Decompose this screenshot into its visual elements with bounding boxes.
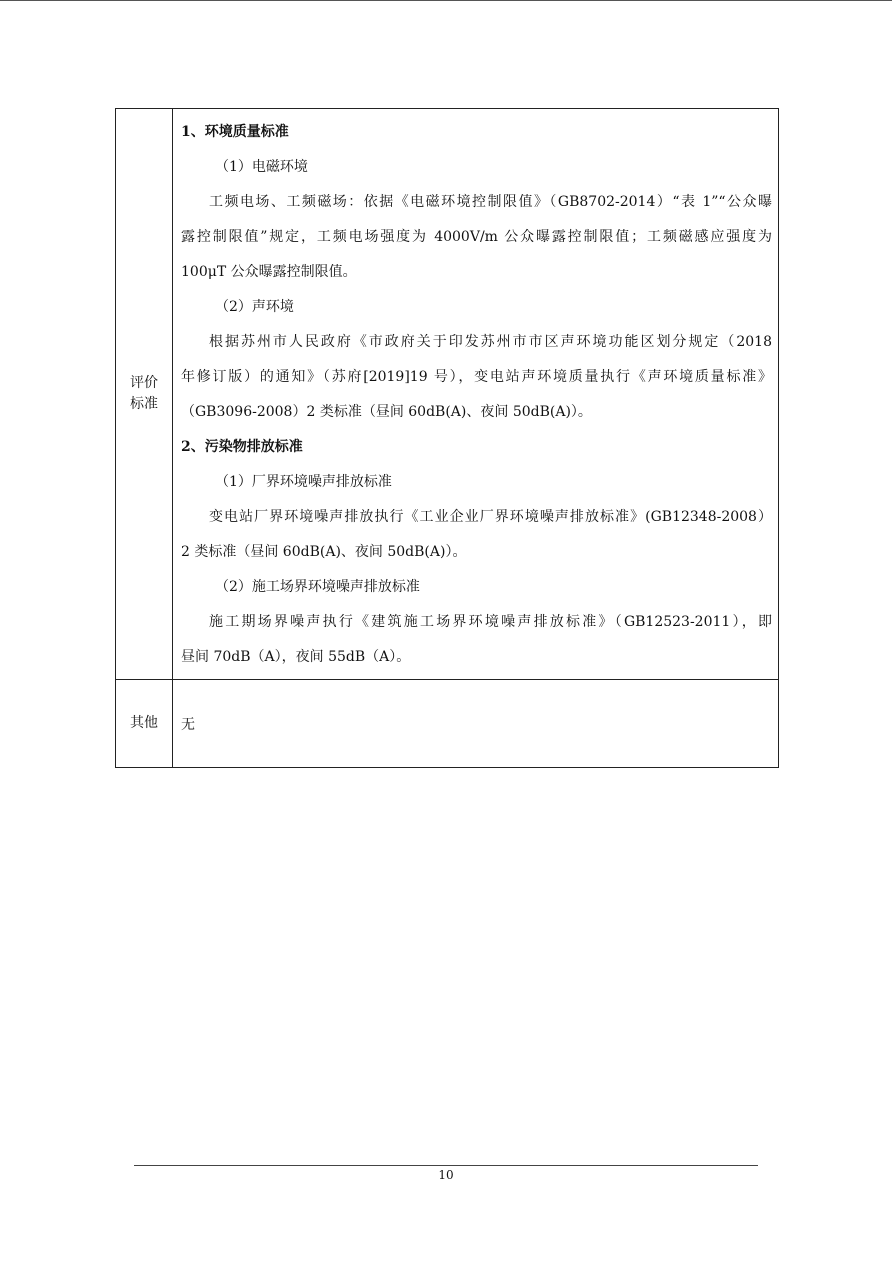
evaluation-standard-content [173, 109, 779, 680]
section1-p1-line1: 工频电场、工频磁场：依据《电磁环境控制限值》（GB8702-2014）“表 1”“公众曝 [209, 194, 772, 210]
section2-heading: 2、污染物排放标准 [181, 439, 303, 455]
section1-heading: 1、环境质量标准 [181, 124, 289, 140]
table-row-evaluation-standard [116, 109, 779, 680]
section1-p1-line3: 100μT 公众曝露控制限值。 [181, 264, 357, 280]
label-line-2: 标准 [130, 396, 158, 412]
section2-sub2-title: （2）施工场界环境噪声排放标准 [215, 579, 420, 595]
section1-p1-line2: 露控制限值”规定，工频电场强度为 4000V/m 公众曝露控制限值；工频磁感应强度为 [181, 229, 772, 245]
section2-p2-line1: 施工期场界噪声执行《建筑施工场界环境噪声排放标准》（GB12523-2011），即 [209, 614, 772, 630]
section2-p1-line2: 2 类标准（昼间 60dB(A)、夜间 50dB(A)）。 [181, 544, 467, 560]
table-row-other [116, 680, 779, 768]
standards-table [115, 108, 779, 768]
section2-p1-line1: 变电站厂界环境噪声排放执行《工业企业厂界环境噪声排放标准》(GB12348-2008） [209, 509, 772, 525]
label-line-1: 评价 [130, 375, 158, 391]
section2-p2-line2: 昼间 70dB（A），夜间 55dB（A）。 [181, 649, 411, 665]
section1-sub1-title: （1）电磁环境 [215, 159, 308, 175]
other-value: 无 [173, 680, 779, 768]
section1-p2-line2: 年修订版）的通知》（苏府[2019]19 号），变电站声环境质量执行《声环境质量标准》 [181, 369, 772, 385]
evaluation-standard-label [116, 109, 173, 680]
section1-sub2-title: （2）声环境 [215, 299, 294, 315]
footer-divider [134, 1165, 758, 1166]
section1-p2-line3: （GB3096-2008）2 类标准（昼间 60dB(A)、夜间 50dB(A)）。 [181, 404, 592, 420]
page-number: 10 [438, 1168, 454, 1182]
top-border-line [0, 0, 892, 1]
section1-p2-line1: 根据苏州市人民政府《市政府关于印发苏州市市区声环境功能区划分规定（2018 [209, 334, 772, 350]
section2-sub1-title: （1）厂界环境噪声排放标准 [215, 474, 392, 490]
other-label: 其他 [116, 680, 173, 768]
